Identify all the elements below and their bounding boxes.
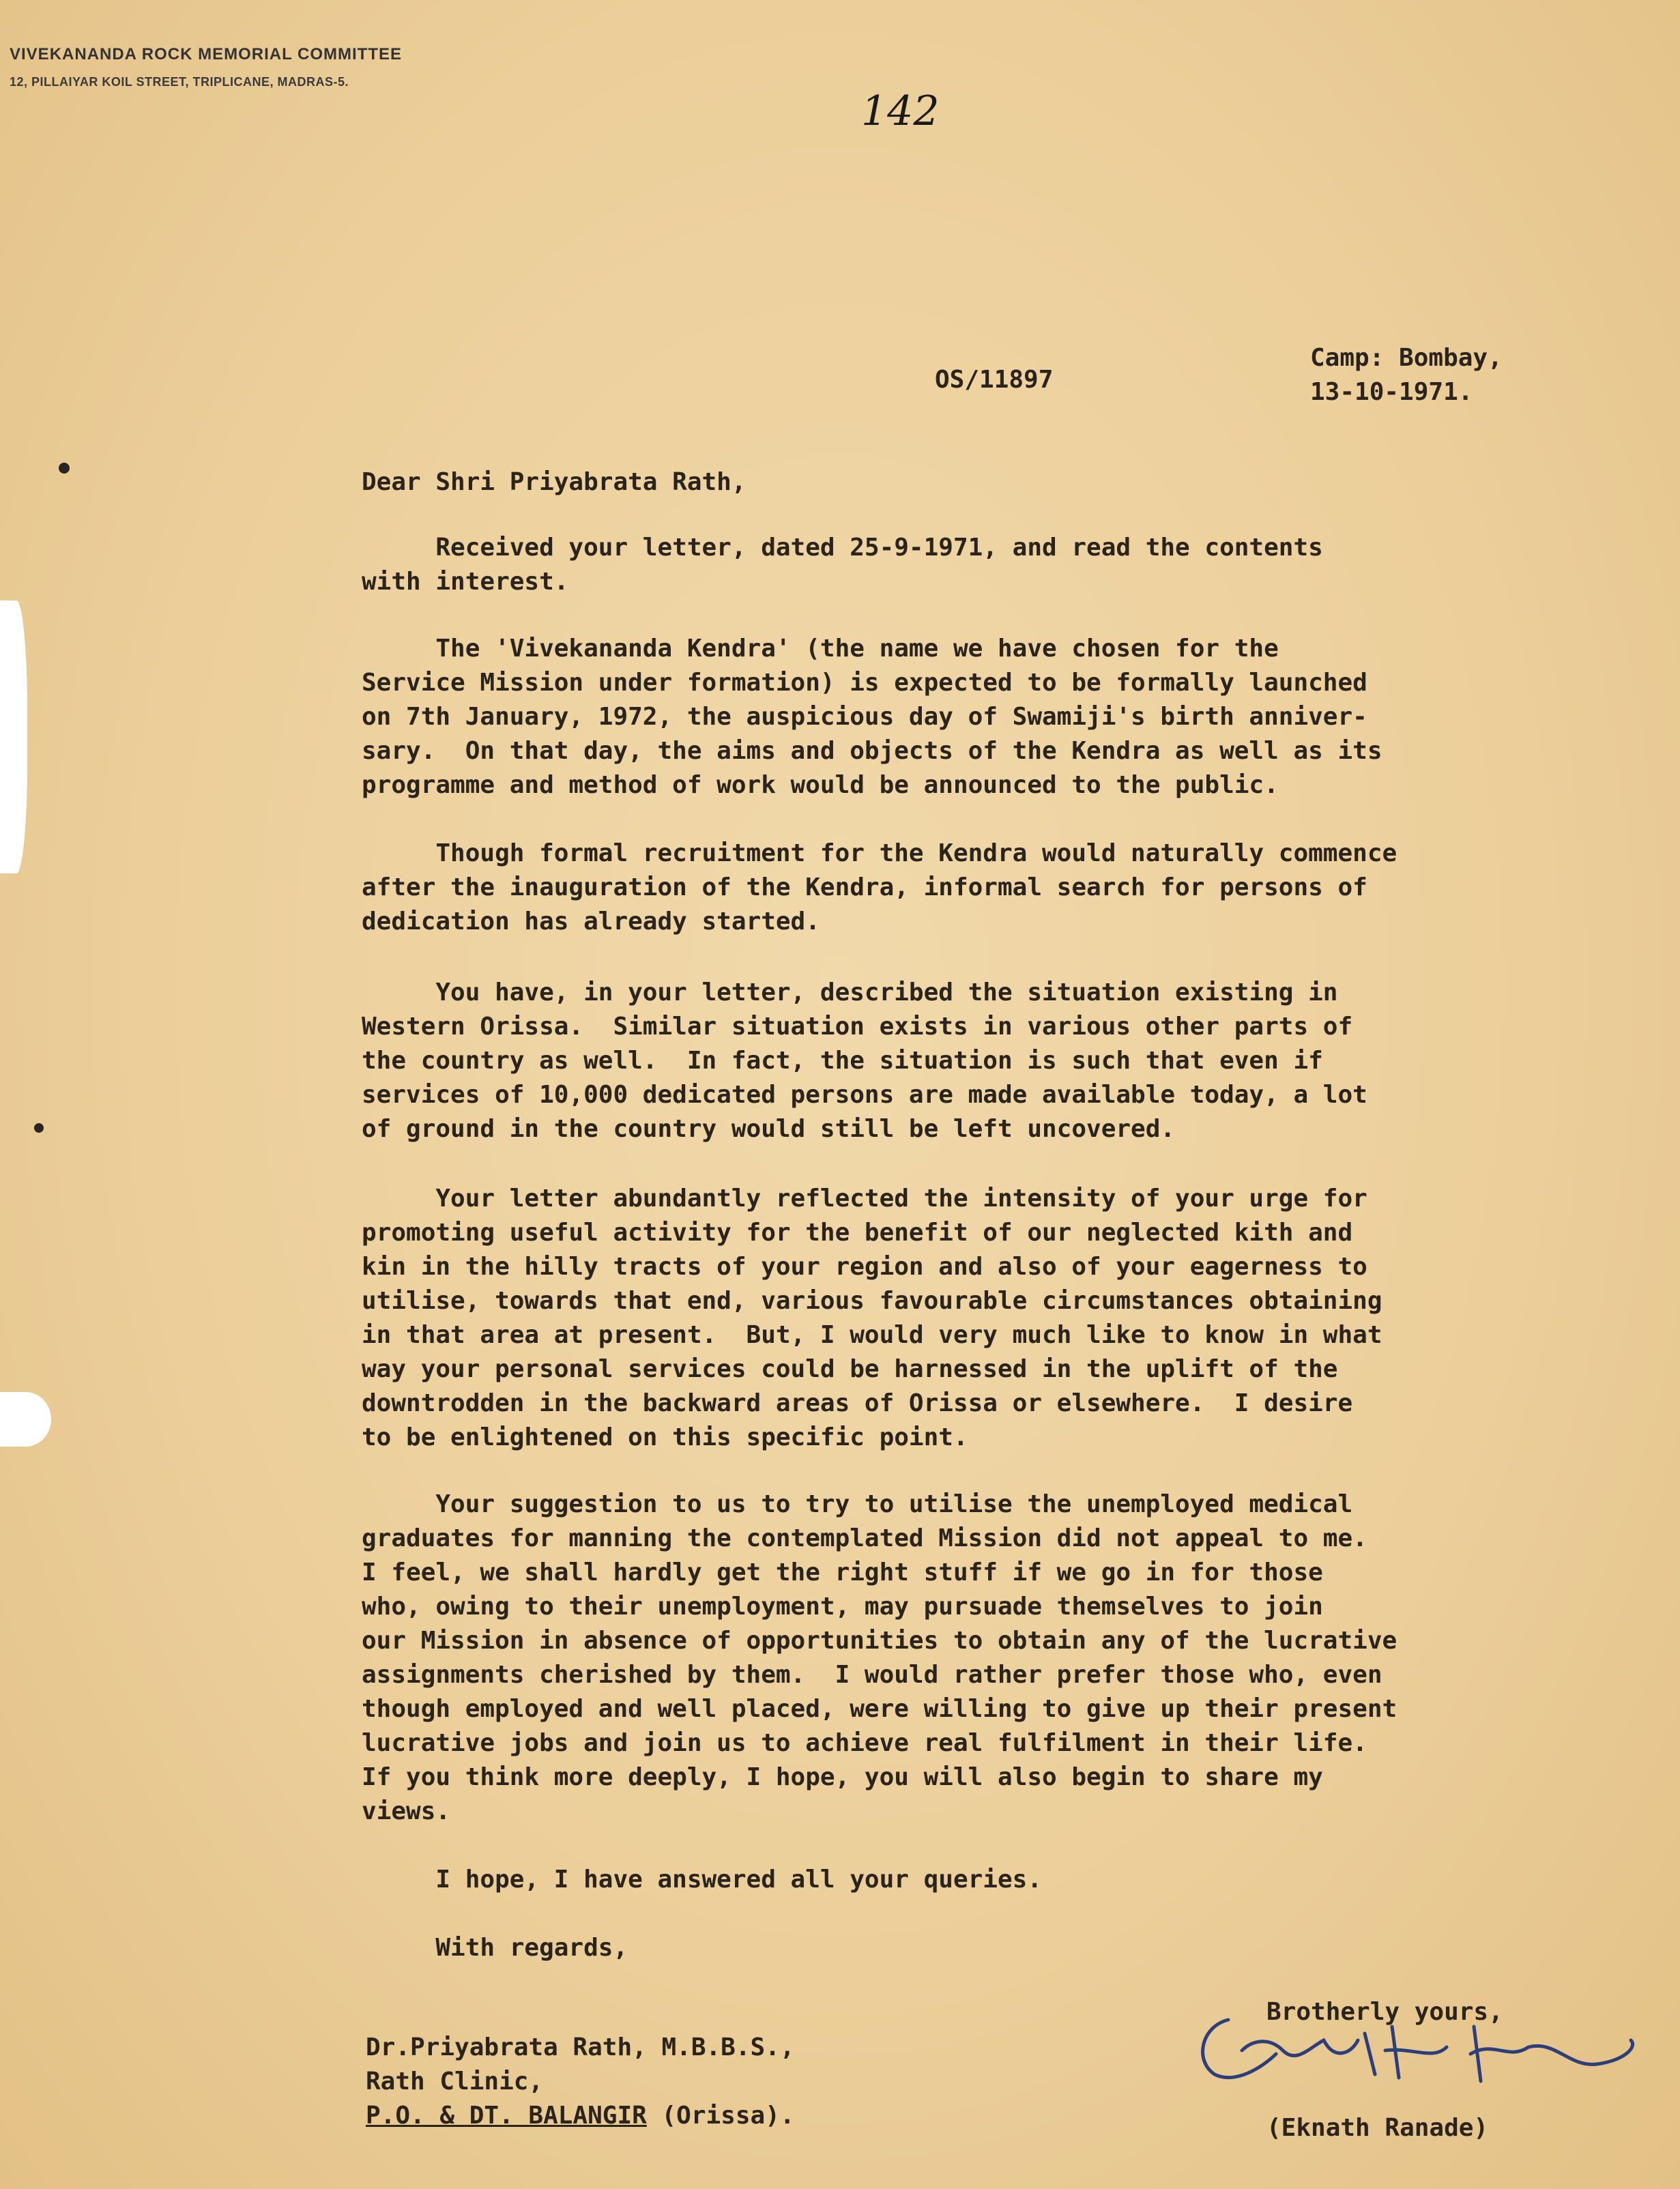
addressee-line-2: Rath Clinic, [366,2068,544,2096]
paragraph-6: Your suggestion to us to try to utilise the unemployed medical graduates for manning the contemplated Mission did not appeal to me. I feel, we shall hardly get the right stuff if we go in for those who, owing to their unemployment, may pursuade themselves to join our Mission in absence of opportunities to obtain any of the lucrative assignments cherished by them. I would rather prefer those who, even though employed and well placed, were willing to give up their present lucrative jobs and join us to achieve real fulfilment in their life. If you think more deeply, I hope, you will also begin to share my views. [362,1490,1397,1825]
paragraph-1: Received your letter, dated 25-9-1971, and read the contents with interest. [362,534,1323,596]
letterhead-address: 12, PILLAIYAR KOIL STREET, TRIPLICANE, MADRAS-5. [10,75,349,89]
punch-hole [0,1392,51,1447]
addressee-line-3-suffix: (Orissa). [646,2102,795,2130]
paragraph-7: I hope, I have answered all your queries. [362,1866,1042,1894]
paragraph-3: Though formal recruitment for the Kendra would naturally commence after the inauguration of the Kendra, informal search for persons of dedication has already started. [362,839,1397,936]
torn-edge [0,600,27,873]
letterhead-org: VIVEKANANDA ROCK MEMORIAL COMMITTEE [10,45,402,63]
signatory-name: (Eknath Ranade) [1266,2114,1489,2142]
paragraph-2: The 'Vivekananda Kendra' (the name we have chosen for the Service Mission under formation) is expected to be formally launched on 7th January, 1972, the auspicious day of Swamiji's birth anniver- sary. On that day, the aims and objects of the Kendra as well as its programme and method of work would be announced to the public. [362,635,1382,799]
salutation: Dear Shri Priyabrata Rath, [362,468,747,496]
letter-date: 13-10-1971. [1310,378,1473,406]
camp-date-block [1310,341,1503,409]
closing: Brotherly yours, [1266,1998,1503,2026]
ink-dot [59,463,70,474]
paragraph-5: Your letter abundantly reflected the intensity of your urge for promoting useful activity for the benefit of our neglected kith and kin in the hilly tracts of your region and also of your eagerness to utilise, towards that end, various favourable circumstances obtaining in that area at present. But, I would very much like to know in what way your personal services could be harnessed in the uplift of the downtrodden in the backward areas of Orissa or elsewhere. I desire to be enlightened on this specific point. [362,1185,1382,1451]
camp-location: Camp: Bombay, [1310,344,1503,372]
paragraph-4: You have, in your letter, described the situation existing in Western Orissa. Similar situation exists in various other parts of the country as well. In fact, the situation is such that even if services of 10,000 dedicated persons are made available today, a lot of ground in the country would still be left uncovered. [362,978,1367,1143]
addressee-line-3: P.O. & DT. BALANGIR [366,2102,647,2130]
signature-mark [1187,1999,1665,2122]
addressee-block [366,2031,795,2133]
reference-number: OS/11897 [935,366,1054,394]
addressee-line-1: Dr.Priyabrata Rath, M.B.B.S., [366,2033,795,2061]
ink-dot [34,1123,44,1133]
paragraph-8: With regards, [362,1934,628,1962]
page-number: 142 [861,87,940,135]
